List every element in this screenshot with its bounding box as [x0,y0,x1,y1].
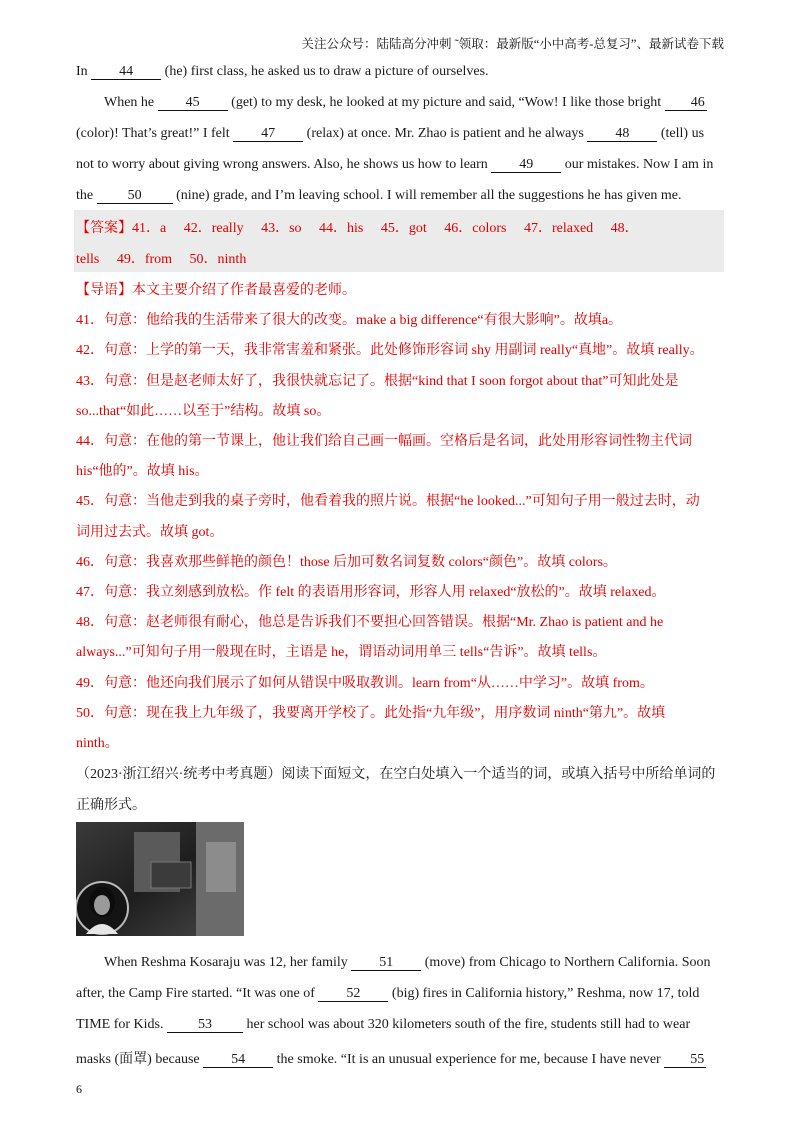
passage-line: (color)! That’s great!” I felt 47 (relax) at once. Mr. Zhao is patient and he always 48 (tell) us [76,126,705,141]
explanation-line: 42．句意：上学的第一天，我非常害羞和紧张。此处修饰形容词 shy 用副词 really“真地”。故填 really。 [76,343,704,359]
blank-46: 46 [665,96,707,111]
answer-line-2: tells 49．from 50．ninth [76,252,247,267]
blank-49: 49 [491,158,561,173]
passage-line: TIME for Kids. 53 her school was about 320 kilometers south of the fire, students still had to wear [76,1017,691,1032]
explanation-line: 50．句意：现在我上九年级了，我要离开学校了。此处指“九年级”，用序数词 ninth“第九”。故填 [76,705,666,721]
blank-52: 52 [318,987,388,1002]
blank-55: 55 [664,1053,706,1068]
explanation-line: ninth。 [76,736,119,751]
answer-line-1: 【答案】41．a 42．really 43．so 44．his 45．got 46．colors 47．relaxed 48． [76,221,639,236]
passage-line: after, the Camp Fire started. “It was one of 52 (big) fires in California history,” Reshma, now 17, told [76,986,700,1001]
explanation-line: 49．句意：他还向我们展示了如何从错误中吸取教训。learn from“从……中学习”。故填 from。 [76,675,654,691]
blank-54: 54 [203,1053,273,1068]
blank-53: 53 [167,1018,243,1033]
blank-48: 48 [587,127,657,142]
explanation-line: his“他的”。故填 his。 [76,464,209,480]
explanation-line: 45．句意：当他走到我的桌子旁时，他看着我的照片说。根据“he looked...”可知句子用一般过去时，动 [76,494,700,510]
explanation-line: so...that“如此……以至于”结构。故填 so。 [76,403,331,419]
passage-line: not to worry about giving wrong answers. Also, he shows us how to learn 49 our mistakes. Now I am in [76,157,714,172]
explanation-line: 48．句意：赵老师很有耐心，他总是告诉我们不要担心回答错误。根据“Mr. Zhao is patient and he [76,615,664,631]
blank-45: 45 [158,96,228,111]
explanation-line: 46．句意：我喜欢那些鲜艳的颜色！those 后加可数名词复数 colors“颜色”。故填 colors。 [76,554,617,570]
blank-50: 50 [97,189,173,204]
page-number: 6 [76,1082,82,1096]
explanation-line: 词用过去式。故填 got。 [76,524,224,540]
explanation-line: 【导语】本文主要介绍了作者最喜爱的老师。 [76,283,356,298]
question-line-2: 正确形式。 [76,798,146,813]
blank-47: 47 [233,127,303,142]
passage-line: In 44 (he) first class, he asked us to draw a picture of ourselves. [76,64,489,79]
blank-51: 51 [351,956,421,971]
explanation-line: 43．句意：但是赵老师太好了，我很快就忘记了。根据“kind that I soon forgot about that”可知此处是 [76,373,679,389]
explanation-line: 44．句意：在他的第一节课上，他让我们给自己画一幅画。空格后是名词，此处用形容词性物主代词 [76,434,692,449]
passage-line: When he 45 (get) to my desk, he looked at my picture and said, “Wow! I like those bright 46 [104,95,705,110]
passage-line: masks (面罩) because 54 the smoke. “It is an unusual experience for me, because I have never 55 [76,1052,705,1067]
explanation-line: always...”可知句子用一般现在时，主语是 he，谓语动词用单三 tells“告诉”。故填 tells。 [76,645,607,661]
blank-44: 44 [91,65,161,80]
explanation-line: 41．句意：他给我的生活带来了很大的改变。make a big difference“有很大影响”。故填a。 [76,313,623,329]
passage-line: the 50 (nine) grade, and I’m leaving school. I will remember all the suggestions he has given me. [76,188,682,203]
question-line-1: （2023·浙江绍兴·统考中考真题）阅读下面短文，在空白处填入一个适当的词，或填入括号中所给单词的 [76,767,716,782]
page-header: 关注公众号：陆陆高分冲刺 ˜领取：最新版“小中高考-总复习”、最新试卷下载 [301,37,724,51]
explanation-line: 47．句意：我立刻感到放松。作 felt 的表语用形容词，形容人用 relaxed“放松的”。故填 relaxed。 [76,585,666,600]
student-photo [76,822,244,936]
passage-line: When Reshma Kosaraju was 12, her family 51 (move) from Chicago to Northern California. Soon [104,955,711,970]
